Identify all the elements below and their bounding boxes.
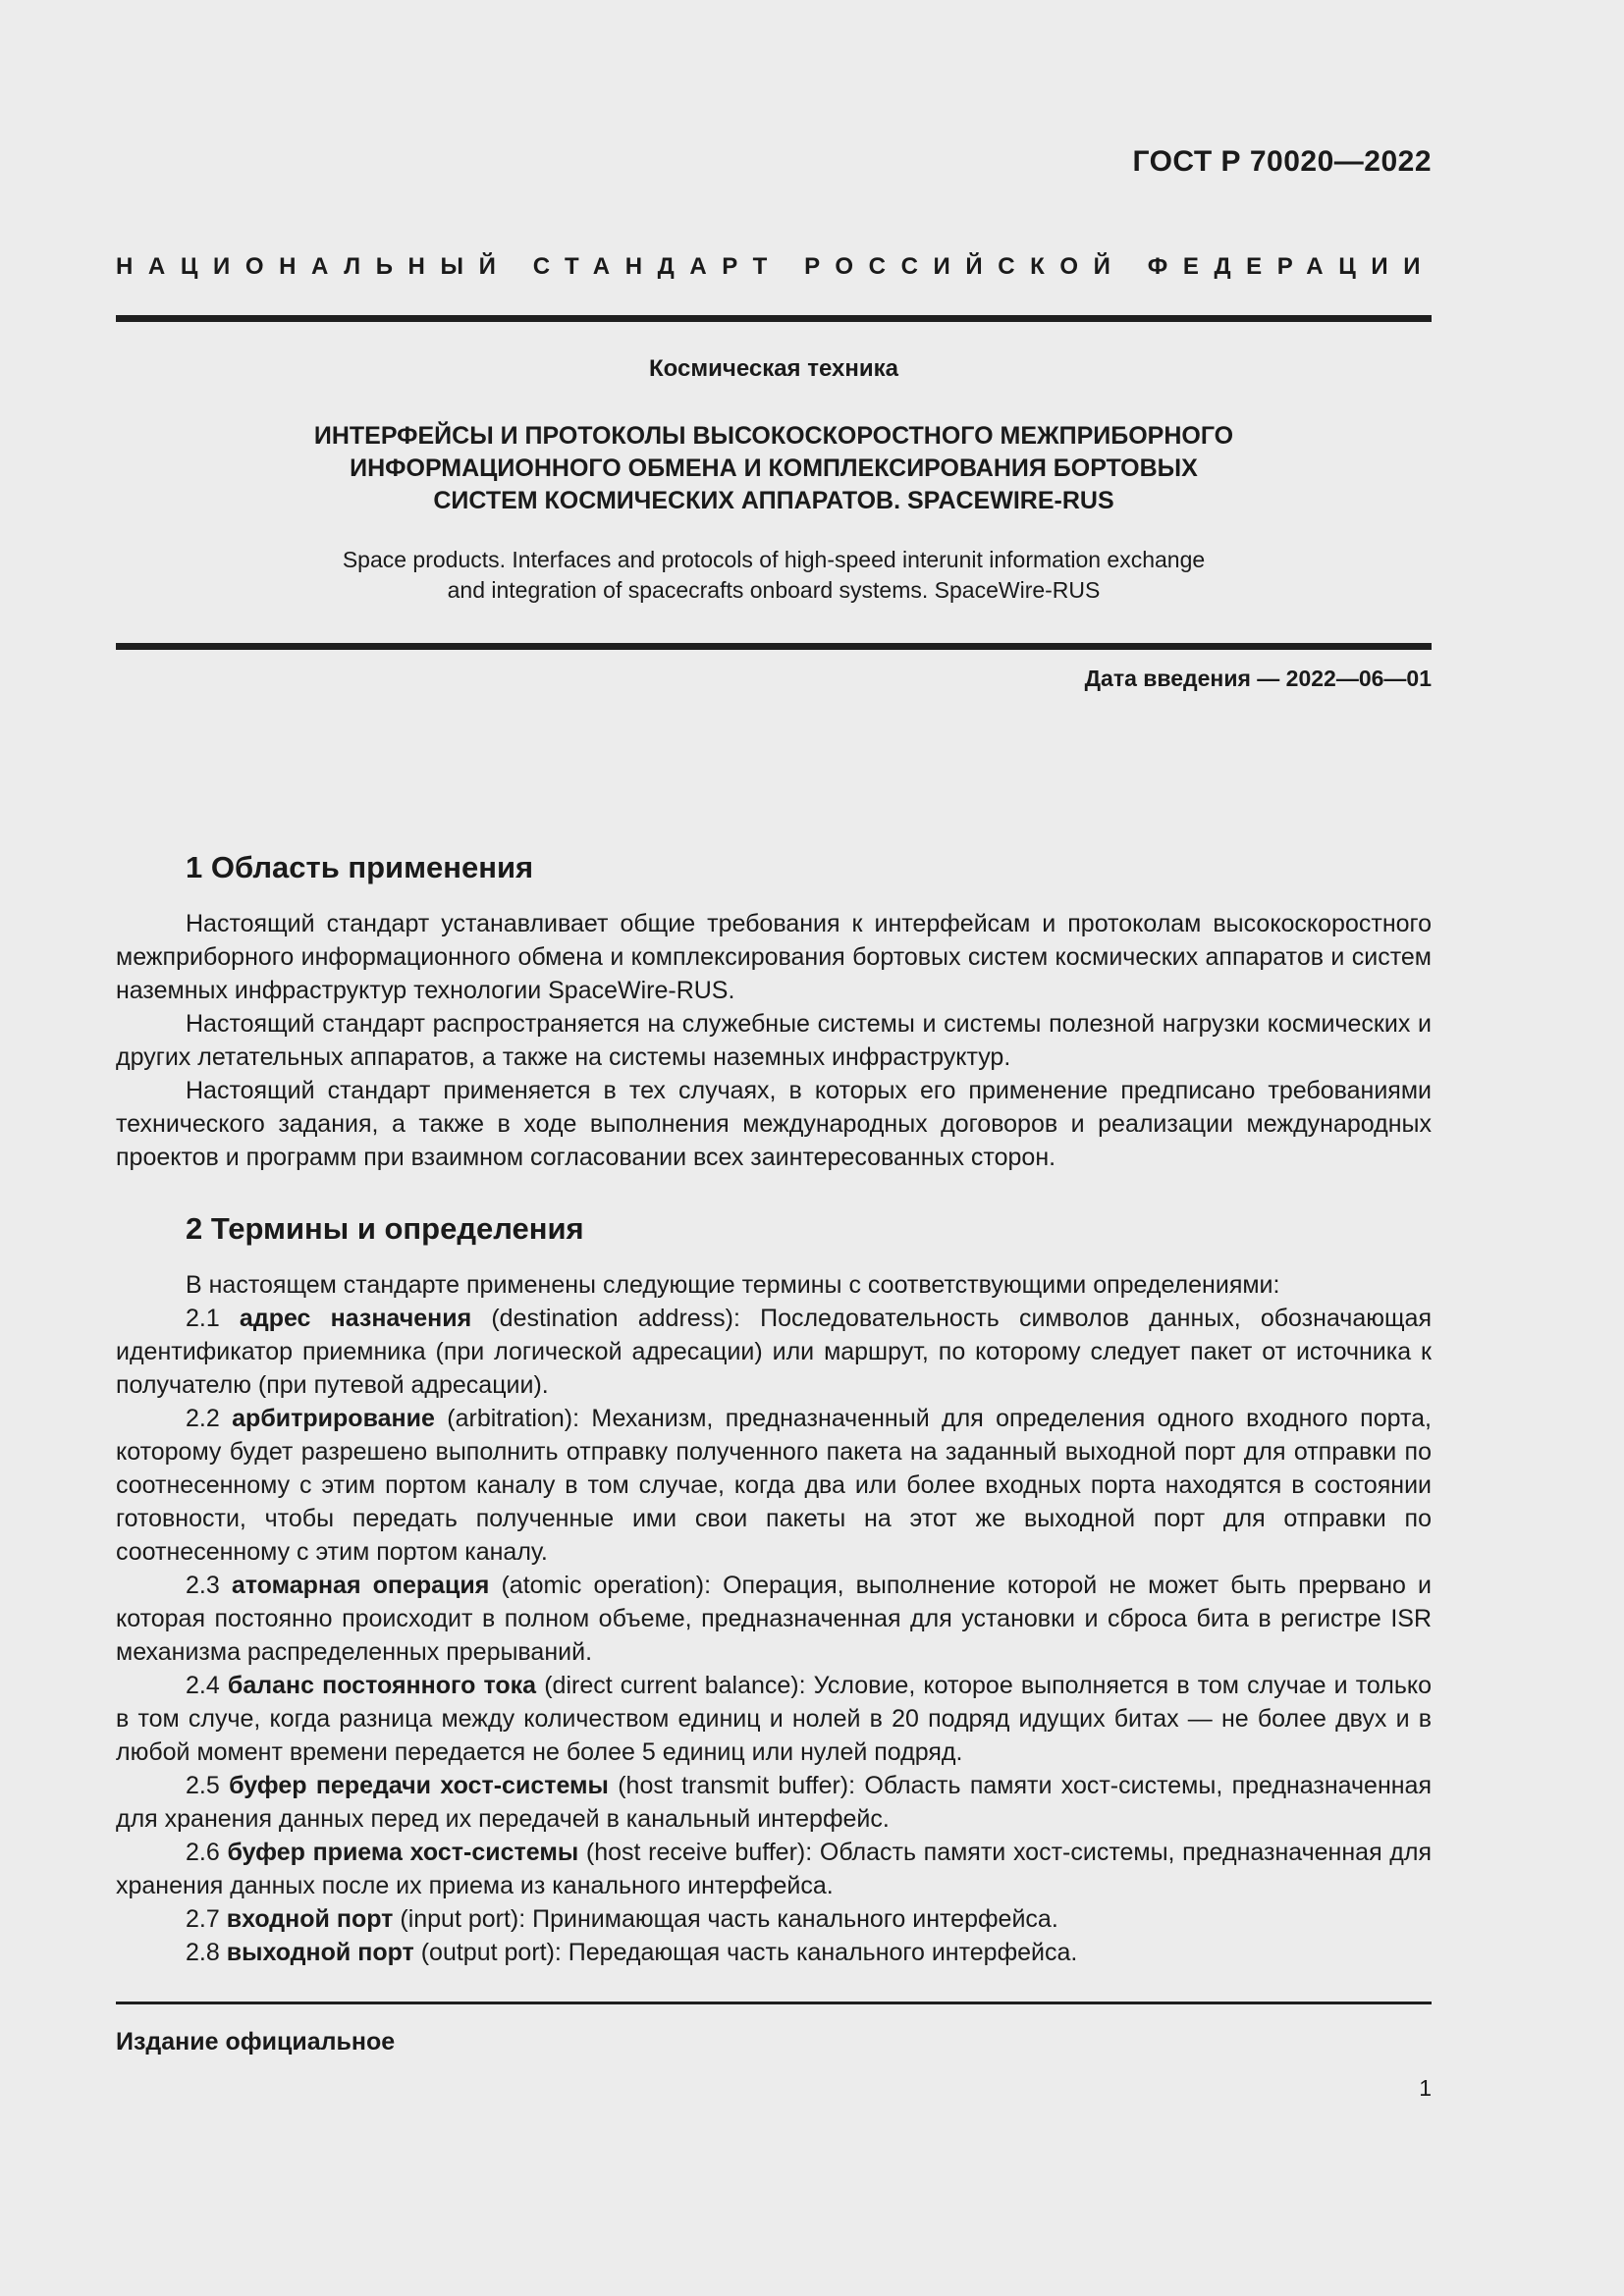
title-line: СИСТЕМ КОСМИЧЕСКИХ АППАРАТОВ. SPACEWIRE-RUS <box>433 487 1114 514</box>
document-title <box>116 420 1432 517</box>
term-entry <box>116 1402 1432 1569</box>
term-name: адрес назначения <box>239 1305 472 1332</box>
term-number: 2.6 <box>186 1839 220 1866</box>
header-divider <box>116 315 1432 322</box>
title-line: ИНТЕРФЕЙСЫ И ПРОТОКОЛЫ ВЫСОКОСКОРОСТНОГО МЕЖПРИБОРНОГО <box>313 422 1234 450</box>
title-en-line: and integration of spacecrafts onboard systems. SpaceWire-RUS <box>447 577 1101 603</box>
document-category: Космическая техника <box>649 355 898 382</box>
term-definition: (input port): Принимающая часть канального интерфейса. <box>393 1905 1058 1933</box>
footer-divider <box>116 2002 1432 2004</box>
term-name: буфер передачи хост-системы <box>229 1772 609 1799</box>
term-entry <box>116 1302 1432 1402</box>
introduction-date: Дата введения — 2022—06—01 <box>1084 666 1432 691</box>
paragraph: Настоящий стандарт распространяется на служебные системы и системы полезной нагрузки космических и других летательных аппаратов, а также на системы наземных инфраструктур. <box>116 1010 1432 1071</box>
term-definition: (host transmit buffer): Область памяти хост-системы, предназначенная для хранения данных перед их передачей в канальный интерфейс. <box>116 1772 1433 1833</box>
term-entry <box>116 1936 1432 1969</box>
term-name: буфер приема хост-системы <box>227 1839 579 1866</box>
page-number: 1 <box>1419 2075 1432 2101</box>
title-divider <box>116 643 1432 650</box>
section-heading-terms: 2 Термины и определения <box>186 1211 584 1246</box>
term-entry <box>116 1569 1432 1669</box>
term-entry <box>116 1902 1432 1936</box>
official-edition-label: Издание официальное <box>116 2028 396 2056</box>
term-definition: (destination address): Последовательность символов данных, обозначающая идентификатор приемника (при логической адресации) или маршрут, по которому следует пакет от источника к получателю (при путевой адресации). <box>116 1305 1432 1399</box>
term-name: баланс постоянного тока <box>227 1672 537 1699</box>
section-heading-scope: 1 Область применения <box>186 850 534 884</box>
term-entry <box>116 1836 1432 1902</box>
paragraph: Настоящий стандарт применяется в тех случаях, в которых его применение предписано требованиями технического задания, а также в ходе выполнения международных договоров и реализации международных проектов и программ при взаимном согласовании всех заинтересованных сторон. <box>116 1077 1432 1171</box>
term-definition: (direct current balance): Условие, которое выполняется в том случае и только в том случе, когда разница между количеством единиц и нолей в 20 подряд идущих битах — не более двух и в любой момент времени передается не более 5 единиц или нулей подряд. <box>116 1672 1432 1766</box>
document-body <box>116 846 1432 1969</box>
term-name: арбитрирование <box>232 1405 435 1432</box>
term-definition: (host receive buffer): Область памяти хост-системы, предназначенная для хранения данных после их приема из канального интерфейса. <box>116 1839 1433 1899</box>
term-number: 2.2 <box>186 1405 220 1432</box>
document-page <box>116 0 1436 2296</box>
term-definition: (arbitration): Механизм, предназначенный для определения одного входного порта, которому будет разрешено выполнить отправку полученного пакета на заданный выходной порт для отправки по соотнесенному с этим портом каналу в том случае, когда два или более входных порта находятся в состоянии готовности, чтобы передать полученные ими свои пакеты на этот же выходной порт для отправки по соотнесенному с этим портом каналу. <box>116 1405 1432 1566</box>
national-standard-banner: НАЦИОНАЛЬНЫЙ СТАНДАРТ РОССИЙСКОЙ ФЕДЕРАЦИИ <box>116 253 1436 280</box>
term-definition: (atomic operation): Операция, выполнение которой не может быть прервано и которая постоянно происходит в полном объеме, предназначенная для установки и сброса бита в регистре ISR механизма распределенных прерываний. <box>116 1572 1432 1666</box>
term-number: 2.1 <box>186 1305 220 1332</box>
document-title-english <box>116 545 1432 606</box>
term-entry <box>116 1669 1432 1769</box>
title-en-line: Space products. Interfaces and protocols of high-speed interunit information exchange <box>342 547 1206 572</box>
standard-number: ГОСТ Р 70020—2022 <box>1132 145 1432 178</box>
term-number: 2.7 <box>186 1905 220 1933</box>
term-name: атомарная операция <box>231 1572 490 1599</box>
paragraph: Настоящий стандарт устанавливает общие требования к интерфейсам и протоколам высокоскоростного межприборного информационного обмена и комплексирования бортовых систем космических аппаратов и систем наземных инфраструктур технологии SpaceWire-RUS. <box>116 910 1432 1004</box>
terms-intro: В настоящем стандарте применены следующие термины с соответствующими определениями: <box>186 1271 1280 1299</box>
title-line: ИНФОРМАЦИОННОГО ОБМЕНА И КОМПЛЕКСИРОВАНИЯ БОРТОВЫХ <box>350 454 1198 482</box>
term-entry <box>116 1769 1432 1836</box>
term-number: 2.5 <box>186 1772 220 1799</box>
term-name: выходной порт <box>226 1939 414 1966</box>
term-number: 2.4 <box>186 1672 220 1699</box>
term-number: 2.3 <box>186 1572 220 1599</box>
term-number: 2.8 <box>186 1939 220 1966</box>
term-definition: (output port): Передающая часть канального интерфейса. <box>413 1939 1078 1966</box>
term-name: входной порт <box>226 1905 394 1933</box>
